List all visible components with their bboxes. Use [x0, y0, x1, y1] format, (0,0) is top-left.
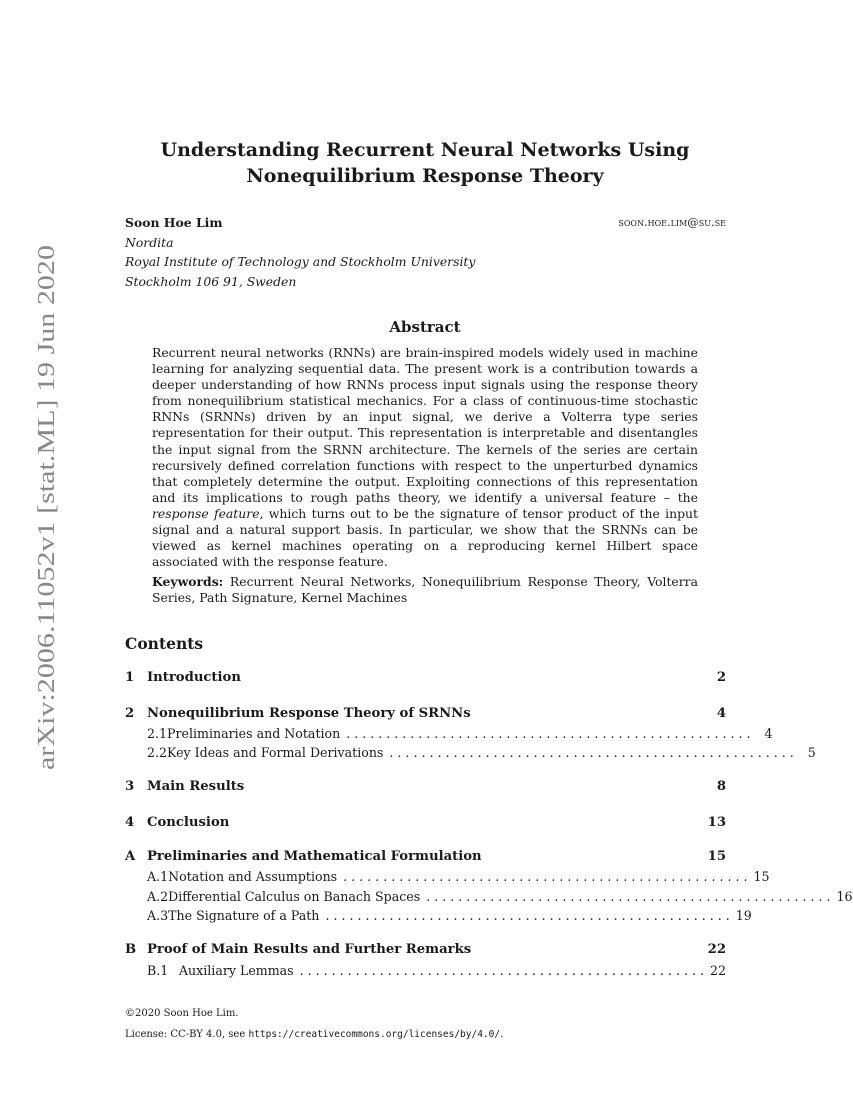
- toc-entry-label: Introduction: [147, 670, 241, 685]
- toc-entry-label: Proof of Main Results and Further Remarks: [147, 942, 472, 957]
- toc-entry-label: Notation and Assumptions: [168, 869, 338, 884]
- toc-entry-number: 4: [125, 815, 135, 830]
- keywords-label: Keywords:: [152, 574, 224, 589]
- toc-page-number: 22: [709, 963, 726, 978]
- toc-section-entry[interactable]: [125, 779, 726, 797]
- title-line-2: Nonequilibrium Response Theory: [246, 165, 604, 187]
- affiliation-line: Stockholm 106 91, Sweden: [125, 273, 297, 289]
- author-block: [125, 213, 726, 291]
- toc-subsection-entry[interactable]: [125, 745, 816, 763]
- author-email[interactable]: soon.hoe.lim@su.se: [618, 215, 726, 229]
- toc-entry-label: Nonequilibrium Response Theory of SRNNs: [147, 706, 471, 721]
- toc-entry-number: A.2: [147, 889, 169, 904]
- toc-page-number: 13: [707, 815, 726, 830]
- toc-entry-label: Preliminaries and Mathematical Formulation: [147, 849, 482, 864]
- affiliation-line: Royal Institute of Technology and Stockholm University: [125, 254, 476, 269]
- toc-leader-dots: . . . . . . . . . . . . . . . . . . . . . . . . . . . . . . . . . . . . . . . . . . . . . . . . . . .: [389, 745, 794, 760]
- toc-entry-number: A.3: [147, 908, 169, 923]
- toc-subsection-entry[interactable]: [125, 869, 770, 887]
- toc-entry-label: Preliminaries and Notation: [167, 726, 341, 741]
- toc-leader-dots: . . . . . . . . . . . . . . . . . . . . . . . . . . . . . . . . . . . . . . . . . . . . . . . . . . .: [343, 869, 748, 884]
- toc-page-number: 16: [836, 889, 853, 904]
- toc-entry-label: The Signature of a Path: [168, 908, 320, 923]
- license-notice: [125, 1029, 503, 1040]
- toc-subsection-entry[interactable]: [125, 908, 752, 926]
- toc-entry-label: Auxiliary Lemmas: [178, 963, 294, 978]
- toc-page-number: 19: [735, 908, 752, 923]
- author-name: Soon Hoe Lim: [125, 215, 223, 230]
- toc-leader-dots: . . . . . . . . . . . . . . . . . . . . . . . . . . . . . . . . . . . . . . . . . . . . . . . . . . .: [426, 889, 831, 904]
- toc-page-number: 22: [707, 942, 726, 957]
- toc-entry-number: 1: [125, 670, 135, 685]
- toc-section-entry[interactable]: [125, 815, 726, 833]
- license-prefix: License: CC-BY 4.0, see: [125, 1029, 249, 1040]
- toc-page-number: 2: [716, 670, 726, 685]
- toc-page-number: 15: [753, 869, 770, 884]
- title-line-1: Understanding Recurrent Neural Networks Using: [160, 139, 690, 161]
- toc-subsection-entry[interactable]: [125, 963, 726, 981]
- abstract-text-continued: , which turns out to be the signature of tensor product of the input signal and a natural support basis. In particular, we show that the SRNNs can be viewed as kernel machines operating on a reproducing kernel Hilbert space associated with the response feature.: [152, 505, 698, 570]
- toc-entry-number: A.1: [147, 869, 169, 884]
- keywords-text: Recurrent Neural Networks, Nonequilibrium Response Theory, Volterra Series, Path Signature, Kernel Machines: [152, 574, 698, 606]
- toc-entry-number: 3: [125, 779, 135, 794]
- arxiv-side-identifier: [18, 240, 64, 770]
- toc-entry-number: B: [125, 942, 137, 957]
- toc-page-number: 15: [707, 849, 726, 864]
- toc-entry-label: Conclusion: [147, 815, 230, 830]
- toc-entry-number: A: [125, 849, 136, 864]
- toc-leader-dots: . . . . . . . . . . . . . . . . . . . . . . . . . . . . . . . . . . . . . . . . . . . . . . . . . . .: [346, 726, 751, 741]
- toc-leader-dots: . . . . . . . . . . . . . . . . . . . . . . . . . . . . . . . . . . . . . . . . . . . . . . . . . . .: [325, 908, 730, 923]
- toc-page-number: 4: [716, 706, 726, 721]
- toc-page-number: 4: [764, 726, 773, 741]
- toc-entry-number: 2: [125, 706, 135, 721]
- copyright-notice: ©2020 Soon Hoe Lim.: [125, 1008, 239, 1019]
- toc-page-number: 8: [716, 779, 726, 794]
- abstract-emphasis: response feature: [152, 505, 260, 521]
- toc-subsection-entry[interactable]: [125, 726, 773, 744]
- toc-leader-dots: . . . . . . . . . . . . . . . . . . . . . . . . . . . . . . . . . . . . . . . . . . . . . . . . . . .: [299, 963, 704, 978]
- arxiv-identifier-text: arXiv:2006.11052v1 [stat.ML] 19 Jun 2020: [33, 342, 60, 770]
- toc-entry-number: B.1: [147, 963, 169, 978]
- paper-title: [125, 137, 725, 189]
- abstract-text: Recurrent neural networks (RNNs) are brain-inspired models widely used in machine learning for analyzing sequential data. The present work is a contribution towards a deeper understanding of how RNNs process input signals using the response theory from nonequilibrium statistical mechanics. For a class of continuous-time stochastic RNNs (SRNNs) driven by an input signal, we derive a Volterra type series representation for their output. This representation is interpretable and disentangles the input signal from the SRNN architecture. The kernels of the series are certain recursively defined correlation functions with respect to the unperturbed dynamics that completely determine the output. Exploiting connections of this representation and its implications to rough paths theory, we identify a universal feature – the: [152, 345, 698, 505]
- keywords: [152, 574, 698, 606]
- toc-subsection-entry[interactable]: [125, 889, 853, 907]
- affiliation-line: Nordita: [125, 234, 174, 250]
- toc-section-entry[interactable]: [125, 942, 726, 960]
- toc-entry-number: 2.1: [147, 726, 168, 741]
- toc-entry-label: Main Results: [147, 779, 245, 794]
- toc-section-entry[interactable]: [125, 706, 726, 724]
- license-link[interactable]: https://creativecommons.org/licenses/by/4.0/: [248, 1029, 501, 1040]
- toc-entry-number: 2.2: [147, 745, 168, 760]
- toc-section-entry[interactable]: [125, 670, 726, 688]
- toc-entry-label: Differential Calculus on Banach Spaces: [168, 889, 421, 904]
- toc-entry-label: Key Ideas and Formal Derivations: [167, 745, 384, 760]
- license-suffix: .: [500, 1029, 504, 1040]
- contents-heading: Contents: [125, 634, 204, 653]
- abstract-body: [152, 345, 698, 570]
- toc-section-entry[interactable]: [125, 849, 726, 867]
- abstract-heading: Abstract: [389, 318, 461, 336]
- toc-page-number: 5: [807, 745, 816, 760]
